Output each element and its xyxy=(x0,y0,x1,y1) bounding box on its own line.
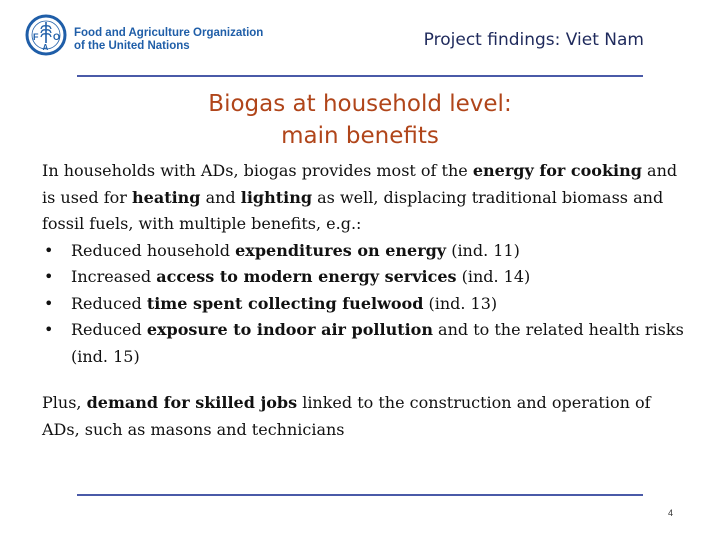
bullet-marker: • xyxy=(44,240,54,260)
bullet-bold: exposure to indoor air pollution xyxy=(146,320,433,339)
bullet-suffix: (ind. 13) xyxy=(423,293,498,313)
plus-bold-1: demand for skilled jobs xyxy=(86,393,298,412)
fao-emblem-icon xyxy=(24,13,68,57)
bullet-marker: • xyxy=(44,267,54,286)
intro-paragraph xyxy=(42,158,692,238)
section-title: Project findings: Viet Nam xyxy=(423,30,644,50)
intro-bold-3: lighting xyxy=(240,187,313,207)
intro-text-3: and xyxy=(200,187,241,207)
list-item xyxy=(42,317,692,370)
svg-text:F: F xyxy=(33,32,39,42)
bullet-text: Reduced household xyxy=(71,240,236,260)
slide-title-line1: Biogas at household level: xyxy=(208,91,512,117)
slide-title-line2: main benefits xyxy=(281,123,439,149)
svg-text:O: O xyxy=(53,32,61,42)
bullet-bold: access to modern energy services xyxy=(156,267,457,286)
bullet-bold: expenditures on energy xyxy=(235,240,447,260)
fao-logo xyxy=(24,13,264,59)
bullet-suffix: (ind. 11) xyxy=(446,240,520,260)
plus-text-1: Plus, xyxy=(42,393,87,412)
intro-text-1: In households with ADs, biogas provides most of the xyxy=(42,161,473,180)
list-item xyxy=(42,238,692,265)
plus-text-2: linked to the construction and operation of ADs, such as masons and technicians xyxy=(42,393,651,439)
organization-name-line1: Food and Agriculture Organization xyxy=(74,27,264,39)
bullet-suffix: (ind. 14) xyxy=(456,267,531,286)
organization-name xyxy=(74,27,263,53)
svg-text:A: A xyxy=(42,43,49,52)
slide-title xyxy=(0,88,720,152)
bullet-bold: time spent collecting fuelwood xyxy=(146,293,424,313)
benefits-list xyxy=(42,238,692,371)
organization-name-line2: of the United Nations xyxy=(74,40,190,52)
list-item xyxy=(42,264,692,291)
bottom-divider xyxy=(77,494,643,496)
bullet-text: Reduced xyxy=(71,293,147,313)
bullet-suffix: and to the related health risks (ind. 15) xyxy=(71,320,684,366)
list-item xyxy=(42,291,692,318)
bullet-marker: • xyxy=(44,320,54,339)
intro-text-2: and is used for xyxy=(42,161,678,207)
slide-body xyxy=(42,158,692,443)
intro-bold-1: energy for cooking xyxy=(472,161,642,180)
bullet-text: Increased xyxy=(71,267,157,286)
intro-bold-2: heating xyxy=(132,187,201,207)
page-number: 4 xyxy=(668,508,674,518)
bullet-marker: • xyxy=(44,293,54,313)
top-divider xyxy=(77,75,643,77)
bullet-text: Reduced xyxy=(71,320,147,339)
plus-paragraph xyxy=(42,390,692,443)
intro-text-4: as well, displacing traditional biomass and fossil fuels, with multiple benefits, e.g.: xyxy=(42,187,664,233)
